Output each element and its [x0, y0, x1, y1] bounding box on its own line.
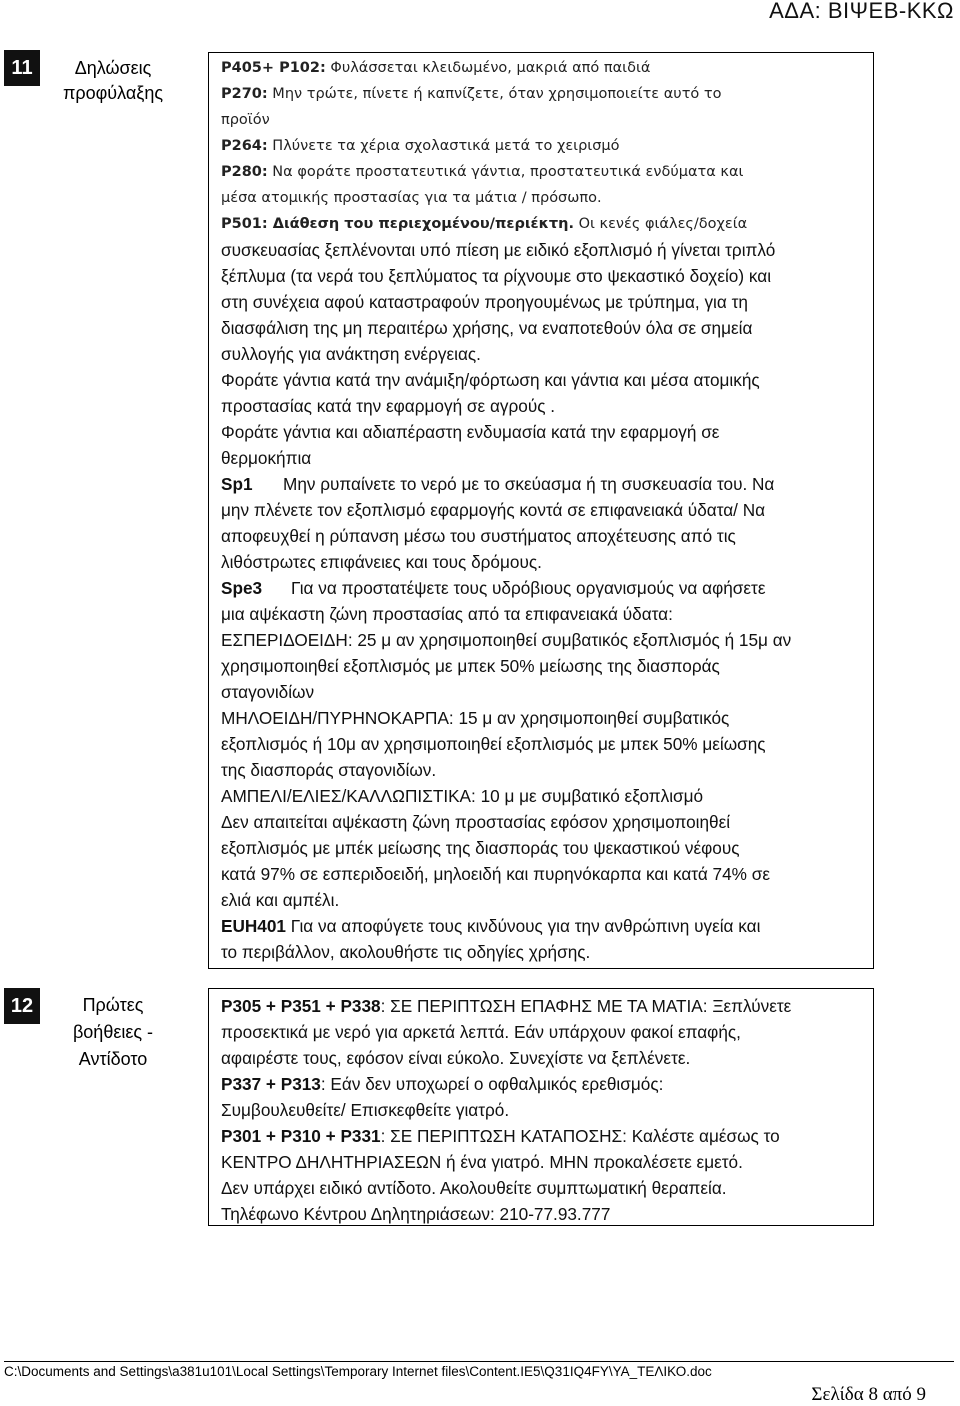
statement-row	[221, 211, 863, 237]
first-aid-line: αφαιρέστε τους, εφόσον είναι εύκολο. Συνεχίστε να ξεπλένετε.	[221, 1048, 691, 1068]
label-line: βοήθειες -	[72, 1022, 154, 1042]
sp1-text: Μην ρυπαίνετε το νερό με το σκεύασμα ή τη συσκευασία του. Να	[283, 474, 775, 494]
first-aid-line	[221, 1071, 863, 1097]
sp1-code: Sp1	[221, 474, 253, 494]
body-line: σταγονιδίων	[221, 682, 315, 702]
body-line: ΕΣΠΕΡΙΔΟΕΙΔΗ: 25 μ αν χρησιμοποιηθεί συμβατικός εξοπλισμός ή 15μ αν	[221, 630, 792, 650]
label-line: προφύλαξης	[62, 83, 164, 103]
statement-code: P270:	[221, 86, 268, 102]
first-aid-box	[208, 988, 874, 1226]
sp1-line	[221, 471, 863, 497]
statement-row	[221, 133, 863, 159]
body-line: Φοράτε γάντια και αδιαπέραστη ενδυμασία κατά την εφαρμογή σε	[221, 422, 720, 442]
statement-text: Να φοράτε προστατευτικά γάντια, προστατευτικά ενδύματα και	[267, 164, 744, 180]
section-label-first-aid	[48, 992, 178, 1073]
body-line: διασφάλιση της μη περαιτέρω χρήσης, να εναποτεθούν όλα σε σημεία	[221, 318, 753, 338]
page-number: Σελίδα 8 από 9	[811, 1384, 926, 1405]
body-line: προστασίας κατά την εφαρμογή σε αγρούς .	[221, 396, 556, 416]
body-line: ΑΜΠΕΛΙ/ΕΛΙΕΣ/ΚΑΛΛΩΠΙΣΤΙΚΑ: 10 μ με συμβατικό εξοπλισμό	[221, 786, 704, 806]
statement-text: : ΣΕ ΠΕΡΙΠΤΩΣΗ ΚΑΤΑΠΟΣΗΣ: Καλέστε αμέσως το	[380, 1126, 780, 1146]
statement-code: P405+ P102:	[221, 60, 326, 76]
label-line: Πρώτες	[82, 995, 144, 1015]
statement-code: P337 + P313	[221, 1074, 321, 1094]
statement-row	[221, 55, 863, 81]
body-line: εξοπλισμός ή 10μ αν χρησιμοποιηθεί εξοπλισμός με μπεκ 50% μείωσης	[221, 734, 766, 754]
spe3-line	[221, 575, 863, 601]
body-line: Δεν απαιτείται αψέκαστη ζώνη προστασίας εφόσον χρησιμοποιηθεί	[221, 812, 731, 832]
body-line: στη συνέχεια αφού καταστραφούν προηγουμένως με τρύπημα, για τη	[221, 292, 748, 312]
spe3-text: Για να προστατέψετε τους υδρόβιους οργανισμούς να αφήσετε	[291, 578, 766, 598]
statement-text: Φυλάσσεται κλειδωμένο, μακριά από παιδιά	[325, 60, 651, 76]
statement-text: : Εάν δεν υποχωρεί ο οφθαλμικός ερεθισμός:	[320, 1074, 664, 1094]
statement-text: Πλύνετε τα χέρια σχολαστικά μετά το χειρισμό	[267, 138, 620, 154]
statement-code: P280:	[221, 164, 268, 180]
first-aid-line: Συμβουλευθείτε/ Επισκεφθείτε γιατρό.	[221, 1100, 510, 1120]
file-path: C:\Documents and Settings\a381u101\Local Settings\Temporary Internet files\Content.IE5\Q31IQ4FY\ΥΑ_ΤΕΛΙΚΟ.doc	[4, 1364, 712, 1379]
first-aid-line: Δεν υπάρχει ειδικό αντίδοτο. Ακολουθείτε συμπτωματική θεραπεία.	[221, 1178, 727, 1198]
body-line: αποφευχθεί η ρύπανση μέσω του συστήματος αποχέτευσης από τις	[221, 526, 736, 546]
statement-code: P264:	[221, 138, 268, 154]
statement-body	[221, 237, 863, 965]
statement-text: μέσα ατομικής προστασίας για τα μάτια / πρόσωπο.	[221, 190, 602, 206]
section-label-precautionary	[48, 56, 178, 106]
euh-code: EUH401	[221, 916, 286, 936]
body-line: μην πλένετε τον εξοπλισμό εφαρμογής κοντά σε επιφανειακά ύδατα/ Να	[221, 500, 766, 520]
body-line: ΜΗΛΟΕΙΔΗ/ΠΥΡΗΝΟΚΑΡΠΑ: 15 μ αν χρησιμοποιηθεί συμβατικός	[221, 708, 730, 728]
statement-text: Μην τρώτε, πίνετε ή καπνίζετε, όταν χρησιμοποιείτε αυτό το	[267, 86, 722, 102]
p-statement-list	[221, 55, 863, 237]
body-line: χρησιμοποιηθεί εξοπλισμός με μπεκ 50% μείωσης της διασποράς	[221, 656, 720, 676]
euh-text: Για να αποφύγετε τους κινδύνους για την ανθρώπινη υγεία και	[285, 916, 761, 936]
body-line: της διασποράς σταγονιδίων.	[221, 760, 437, 780]
footer-divider	[4, 1361, 954, 1362]
euh-line	[221, 913, 863, 939]
body-line: συσκευασίας ξεπλένονται υπό πίεση με ειδικό εξοπλισμό ή γίνεται τριπλό	[221, 240, 776, 260]
label-line: Δηλώσεις	[74, 58, 152, 78]
body-line: λιθόστρωτες επιφάνειες και τους δρόμους.	[221, 552, 542, 572]
precautionary-statements-box	[208, 52, 874, 969]
statement-code: P501: Διάθεση του περιεχομένου/περιέκτη.	[221, 216, 574, 232]
statement-code: P305 + P351 + P338	[221, 996, 381, 1016]
body-line: ξέπλυμα (τα νερά του ξεπλύματος τα ρίχνουμε στο ψεκαστικό δοχείο) και	[221, 266, 772, 286]
first-aid-line: ΚΕΝΤΡΟ ΔΗΛΗΤΗΡΙΑΣΕΩΝ ή ένα γιατρό. ΜΗΝ προκαλέσετε εμετό.	[221, 1152, 743, 1172]
statement-row	[221, 185, 863, 211]
statement-row	[221, 107, 863, 133]
statement-row	[221, 159, 863, 185]
statement-text: προϊόν	[221, 112, 270, 128]
label-line: Αντίδοτο	[78, 1049, 148, 1069]
poison-center-phone: Τηλέφωνο Κέντρου Δηλητηριάσεων: 210-77.93.777	[221, 1204, 611, 1224]
first-aid-line	[221, 993, 863, 1019]
first-aid-line	[221, 1123, 863, 1149]
statement-text: Οι κενές φιάλες/δοχεία	[573, 216, 748, 232]
body-line: μια αψέκαστη ζώνη προστασίας από τα επιφανειακά ύδατα:	[221, 604, 673, 624]
body-line: θερμοκήπια	[221, 448, 312, 468]
body-line: κατά 97% σε εσπεριδοειδή, μηλοειδή και πυρηνόκαρπα και κατά 74% σε	[221, 864, 770, 884]
first-aid-line: προσεκτικά με νερό για αρκετά λεπτά. Εάν υπάρχουν φακοί επαφής,	[221, 1022, 741, 1042]
section-number-12: 12	[4, 988, 40, 1024]
body-line: Φοράτε γάντια κατά την ανάμιξη/φόρτωση και γάντια και μέσα ατομικής	[221, 370, 760, 390]
body-line: εξοπλισμός με μπέκ μείωσης της διασποράς του ψεκαστικού νέφους	[221, 838, 740, 858]
body-line: ελιά και αμπέλι.	[221, 890, 340, 910]
statement-row	[221, 81, 863, 107]
document-code: ΑΔΑ: ΒΙΨΕΒ-ΚΚΩ	[769, 0, 954, 23]
statement-code: P301 + P310 + P331	[221, 1126, 381, 1146]
body-line: το περιβάλλον, ακολουθήστε τις οδηγίες χρήσης.	[221, 942, 591, 962]
statement-text: : ΣΕ ΠΕΡΙΠΤΩΣΗ ΕΠΑΦΗΣ ΜΕ ΤΑ ΜΑΤΙΑ: Ξεπλύνετε	[380, 996, 792, 1016]
spe3-code: Spe3	[221, 578, 263, 598]
body-line: συλλογής για ανάκτηση ενέργειας.	[221, 344, 481, 364]
section-number-11: 11	[4, 50, 40, 86]
